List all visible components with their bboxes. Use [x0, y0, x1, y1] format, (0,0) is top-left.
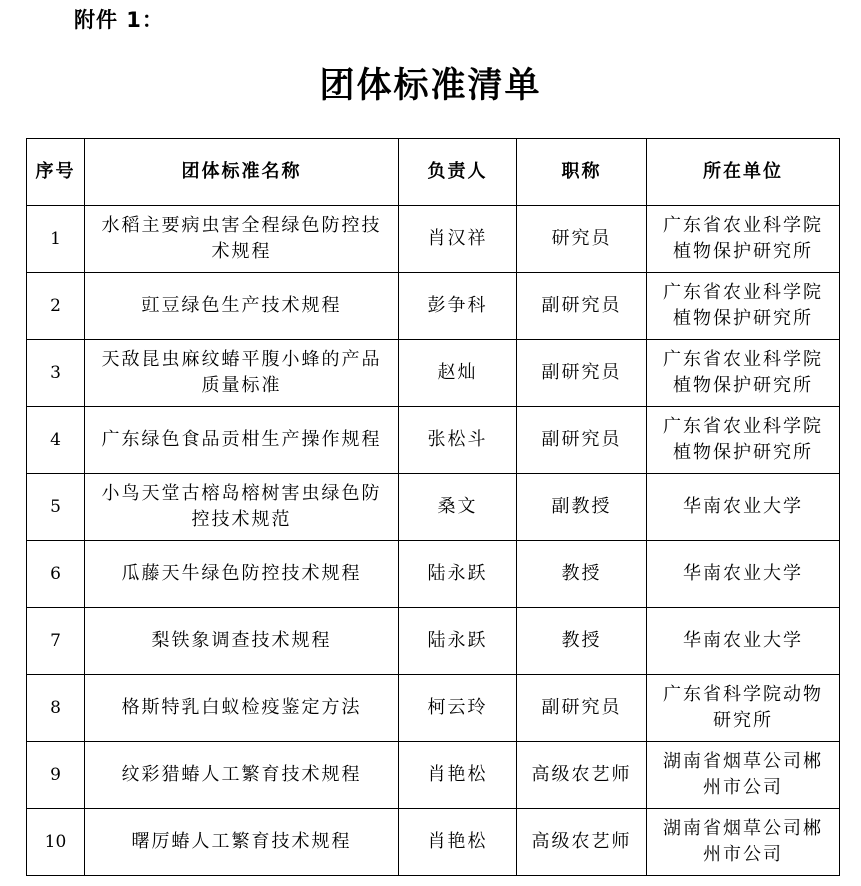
cell-job-title: 教授	[517, 608, 647, 675]
cell-job-title: 副研究员	[517, 675, 647, 742]
header-unit: 所在单位	[647, 139, 840, 206]
cell-num: 3	[27, 340, 85, 407]
cell-person: 彭争科	[399, 273, 517, 340]
cell-person: 肖艳松	[399, 809, 517, 876]
header-job-title: 职称	[517, 139, 647, 206]
cell-person: 赵灿	[399, 340, 517, 407]
cell-job-title: 副研究员	[517, 273, 647, 340]
table-row	[27, 340, 840, 407]
cell-num: 8	[27, 675, 85, 742]
cell-name: 纹彩猎蝽人工繁育技术规程	[85, 742, 399, 809]
cell-name: 梨铁象调查技术规程	[85, 608, 399, 675]
cell-person: 桑文	[399, 474, 517, 541]
header-name: 团体标准名称	[85, 139, 399, 206]
table-row	[27, 474, 840, 541]
page-title: 团体标准清单	[319, 65, 542, 106]
cell-job-title: 高级农艺师	[517, 809, 647, 876]
cell-num: 7	[27, 608, 85, 675]
cell-person: 肖艳松	[399, 742, 517, 809]
cell-unit: 华南农业大学	[647, 474, 840, 541]
table-row	[27, 675, 840, 742]
cell-num: 4	[27, 407, 85, 474]
cell-job-title: 研究员	[517, 206, 647, 273]
cell-job-title: 副研究员	[517, 340, 647, 407]
cell-unit: 华南农业大学	[647, 541, 840, 608]
cell-person: 肖汉祥	[399, 206, 517, 273]
cell-job-title: 副研究员	[517, 407, 647, 474]
cell-name: 天敌昆虫麻纹蝽平腹小蜂的产品质量标准	[85, 340, 399, 407]
table-header-row	[27, 139, 840, 206]
cell-name: 广东绿色食品贡柑生产操作规程	[85, 407, 399, 474]
cell-job-title: 教授	[517, 541, 647, 608]
header-num: 序号	[27, 139, 85, 206]
cell-num: 2	[27, 273, 85, 340]
table-row	[27, 407, 840, 474]
table-row	[27, 809, 840, 876]
cell-job-title: 高级农艺师	[517, 742, 647, 809]
cell-unit: 湖南省烟草公司郴州市公司	[647, 809, 840, 876]
table-row	[27, 541, 840, 608]
cell-job-title: 副教授	[517, 474, 647, 541]
cell-num: 10	[27, 809, 85, 876]
header-person: 负责人	[399, 139, 517, 206]
attachment-label: 附件 1：	[74, 8, 164, 32]
cell-unit: 广东省农业科学院植物保护研究所	[647, 206, 840, 273]
cell-name: 格斯特乳白蚁检疫鉴定方法	[85, 675, 399, 742]
cell-name: 曙厉蝽人工繁育技术规程	[85, 809, 399, 876]
table-row	[27, 206, 840, 273]
cell-unit: 湖南省烟草公司郴州市公司	[647, 742, 840, 809]
cell-num: 5	[27, 474, 85, 541]
cell-unit: 广东省科学院动物研究所	[647, 675, 840, 742]
cell-name: 水稻主要病虫害全程绿色防控技术规程	[85, 206, 399, 273]
cell-person: 陆永跃	[399, 608, 517, 675]
cell-num: 9	[27, 742, 85, 809]
table-row	[27, 742, 840, 809]
cell-unit: 广东省农业科学院植物保护研究所	[647, 340, 840, 407]
cell-name: 小鸟天堂古榕岛榕树害虫绿色防控技术规范	[85, 474, 399, 541]
cell-person: 张松斗	[399, 407, 517, 474]
cell-person: 陆永跃	[399, 541, 517, 608]
cell-name: 瓜藤天牛绿色防控技术规程	[85, 541, 399, 608]
cell-name: 豇豆绿色生产技术规程	[85, 273, 399, 340]
cell-num: 6	[27, 541, 85, 608]
cell-person: 柯云玲	[399, 675, 517, 742]
cell-num: 1	[27, 206, 85, 273]
cell-unit: 广东省农业科学院植物保护研究所	[647, 407, 840, 474]
cell-unit: 广东省农业科学院植物保护研究所	[647, 273, 840, 340]
table-row	[27, 273, 840, 340]
table-row	[27, 608, 840, 675]
standards-table	[26, 138, 840, 876]
cell-unit: 华南农业大学	[647, 608, 840, 675]
